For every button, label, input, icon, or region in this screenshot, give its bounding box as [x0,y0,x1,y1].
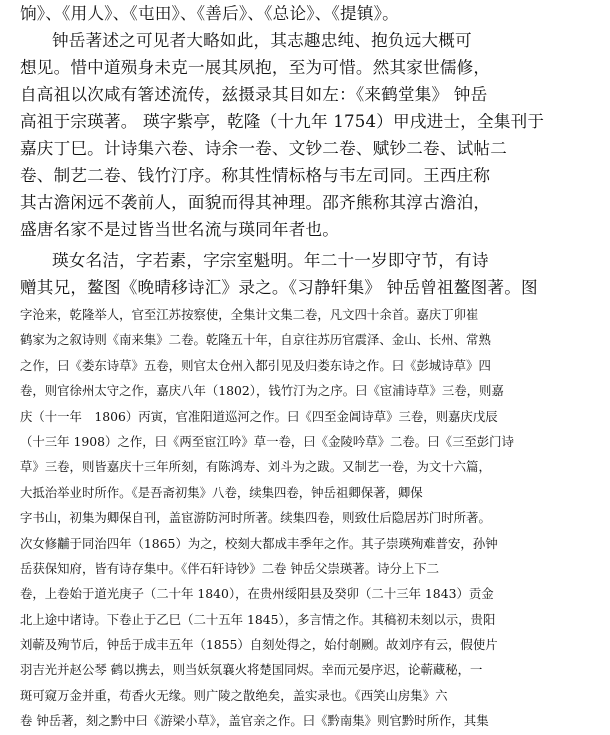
text-line: 钟岳著述之可见者大略如此，其志趣忠纯、抱负远大概可 [52,31,472,50]
text-line: 赠其兄，鳌图《晚晴移诗汇》录之。《习静轩集》 钟岳曾祖鳌图著。图 [20,278,538,297]
text-line: 字书山，初集为卿保自刊，盖宦游防河时所著。续集四卷，则致仕后隐居苏门时所著。 [20,510,491,526]
text-line: 北上途中诸诗。下卷止于乙巳（二十五年 1845），多言情之作。其稿初未刻以示，贵阳 [20,611,496,627]
text-line: 草》三卷，则皆嘉庆十三年所刻，有陈鸿寿、刘斗为之跋。又制艺一卷，为文十六篇， [20,459,491,475]
text-line: 高祖于宗瑛著。 瑛字紫亭，乾隆（十九年 1754）甲戌进士，全集刊于 [20,112,545,131]
text-line: 卷、制艺二卷、钱竹汀序。称其性情标格与韦左司同。王西庄称 [20,166,491,185]
text-line: 鹤家为之叙诗则《南来集》二卷。乾隆五十年，自京往苏历官震泽、金山、长州、常熟 [20,332,491,348]
paragraph-daughter [20,249,598,735]
text-line: 岳获保知府，皆有诗存集中。《伴石轩诗钞》二卷 钟岳父崇瑛著。诗分上下二 [20,560,440,576]
text-line: 其古澹闲远不袭前人，面貌而得其神理。邵齐熊称其淳古澹泊， [20,193,491,212]
paragraph-continuation [20,2,598,245]
text-line: 想见。惜中道殒身未克一展其夙抱，至为可惜。然其家世儒修， [20,58,491,77]
text-line: 嘉庆丁巳。计诗集六卷、诗余一卷、文钞二卷、赋钞二卷、试帖二 [20,139,508,158]
text-line: 庆（十一年 1806）丙寅，官准阳道巡河之作。曰《四至金阊诗草》三卷，则嘉庆戊辰 [20,408,498,424]
text-line: 刘蕲及殉节后，钟岳于成丰五年（1855）自刻处得之，始付剞劂。故刘序有云，假使片 [20,637,498,653]
text-line: 瑛女名洁，字若素，字宗室魁明。年二十一岁即守节，有诗 [52,251,489,270]
text-line: 斑可窥万金并重，苟香火无缘。则广陵之散绝矣，盖实录也。《西笑山房集》六 [20,687,448,703]
text-line: （十三年 1908）之作，曰《两至宦江吟》草一卷，曰《金陵吟草》二卷。曰《三至彭门诗 [20,433,514,449]
text-line: 自高祖以次咸有箸述流传，兹摄录其目如左：《来鹤堂集》 钟岳 [20,85,488,104]
text-line: 次女修黼于同治四年（1865）为之，校刻大都成丰季年之作。其子崇瑛殉难普安，孙钟 [20,535,498,551]
text-line: 羽吉光并赵公琴 鹤以携去，则当妖氛襄火将楚国同烬。幸而元晏序迟，论蕲藏秘，一 [20,662,483,678]
text-line: 卷，上卷始于道光庚子（二十年 1840），在贵州绥阳县及癸卯（二十三年 1843）贡金 [20,586,494,602]
text-line: 卷 钟岳著，刻之黔中曰《游梁小草》，盖官亲之作。曰《黔南集》则官黔时所作，其集 [20,713,489,729]
text-line: 之作，曰《娄东诗草》五卷，则官太仓州入都引见及归娄东诗之作。曰《彭城诗草》四 [20,357,491,373]
text-line: 卷，则官徐州太守之作，嘉庆八年（1802），钱竹汀为之序。曰《宦浦诗草》三卷，则嘉 [20,383,504,399]
text-line: 字沧来，乾隆举人，官至江苏按察使，全集计文集二卷，凡文四十余首。嘉庆丁卯崔 [20,307,479,322]
text-line: 大抵治举业时所作。《是吾斋初集》八卷，续集四卷，钟岳祖卿保著，卿保 [20,484,423,500]
text-line: 盛唐名家不是过皆当世名流与瑛同年者也。 [20,220,340,239]
text-line: 饷》、《用人》、《屯田》、《善后》、《总论》、《提镇》。 [20,4,399,23]
